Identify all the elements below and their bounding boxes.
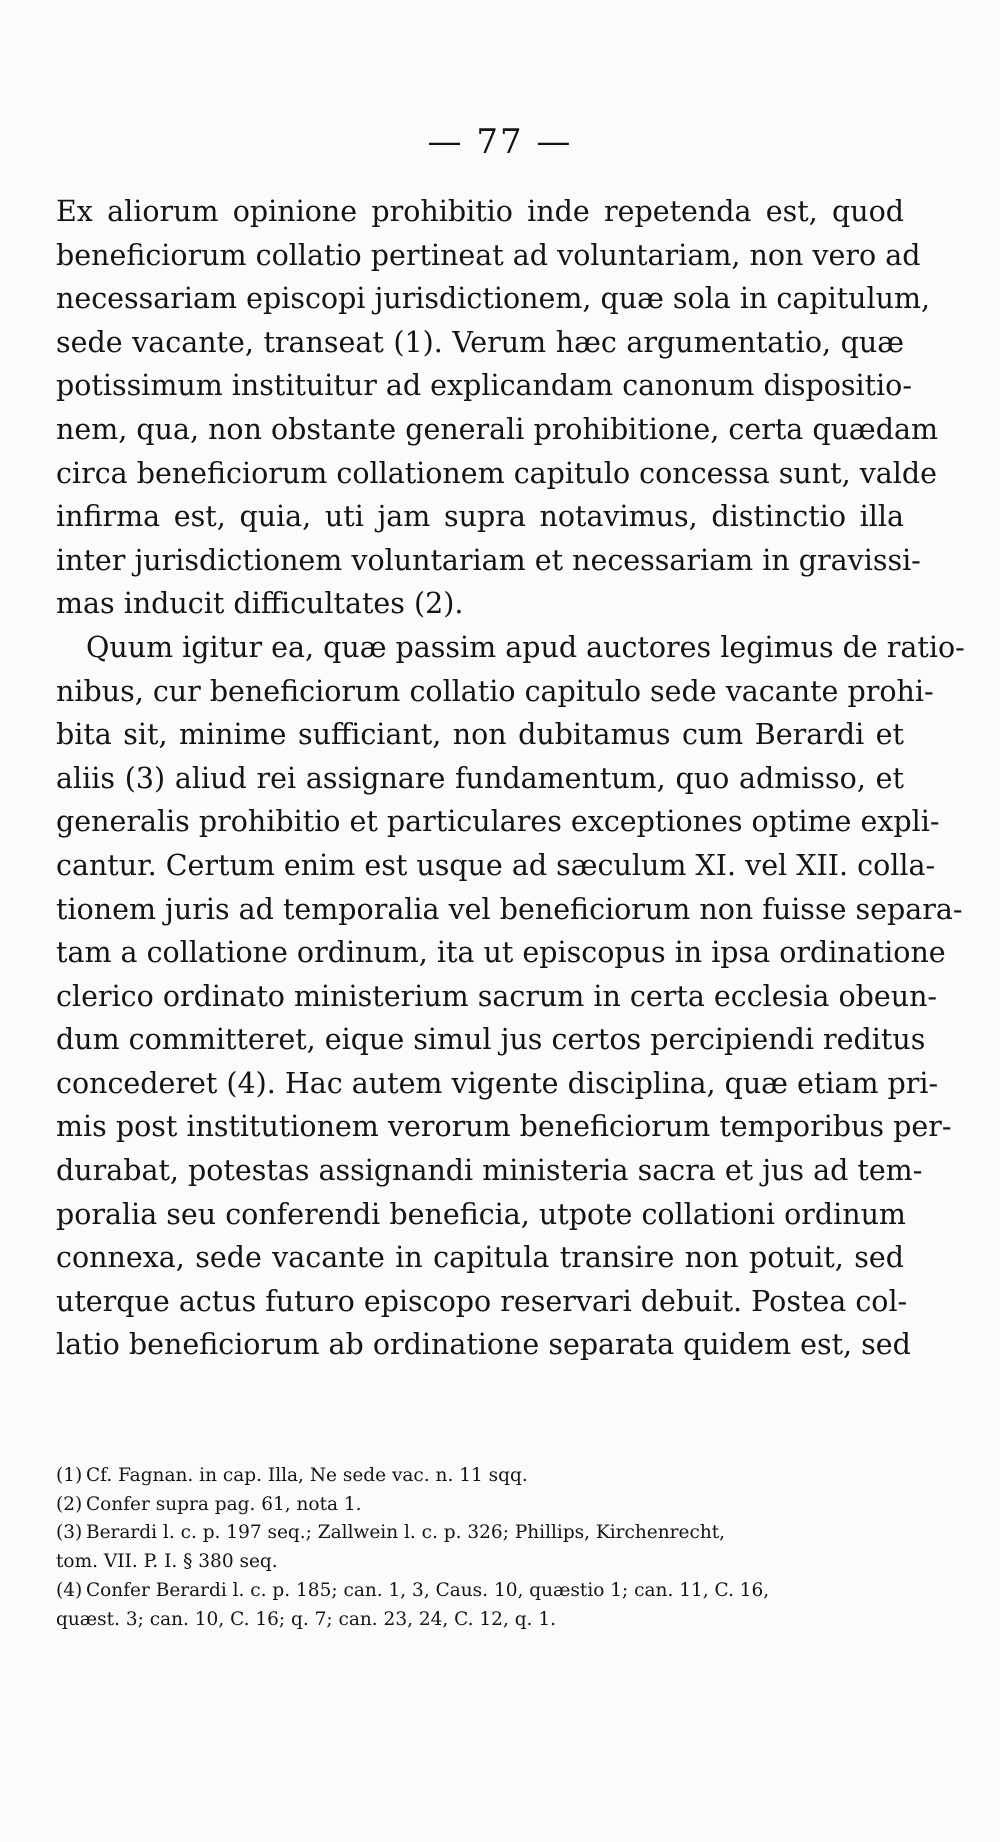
footnote-number: (2) xyxy=(56,1493,83,1515)
text-line: connexa, sede vacante in capitula transire non potuit, sed xyxy=(56,1241,904,1275)
page-number: — 77 — xyxy=(427,122,573,162)
text-line: clerico ordinato ministerium sacrum in certa ecclesia obeun- xyxy=(56,979,938,1013)
text-line: tam a collatione ordinum, ita ut episcopus in ipsa ordinatione xyxy=(56,936,946,970)
text-line: sede vacante, transeat (1). Verum hæc argumentatio, quæ xyxy=(56,325,904,359)
footnote-text: quæst. 3; can. 10, C. 16; q. 7; can. 23, 24, C. 12, q. 1. xyxy=(56,1608,556,1630)
text-line: potissimum instituitur ad explicandam canonum dispositio- xyxy=(56,369,912,403)
text-line: concederet (4). Hac autem vigente disciplina, quæ etiam pri- xyxy=(56,1066,939,1100)
footnote-number: (3) xyxy=(56,1522,83,1544)
text-line: Ex aliorum opinione prohibitio inde repetenda est, quod xyxy=(56,195,904,228)
text-line: nibus, cur beneficiorum collatio capitulo sede vacante prohi- xyxy=(56,674,934,708)
footnote-number: (4) xyxy=(56,1579,83,1601)
text-line: infirma est, quia, uti jam supra notavimus, distinctio illa xyxy=(56,500,904,534)
footnotes xyxy=(56,1462,904,1634)
text-line: generalis prohibitio et particulares exceptiones optime expli- xyxy=(56,805,940,839)
text-line: mis post institutionem verorum beneficiorum temporibus per- xyxy=(56,1110,952,1144)
text-line: aliis (3) aliud rei assignare fundamentum, quo admisso, et xyxy=(56,761,904,795)
footnote-number: (1) xyxy=(56,1465,83,1486)
paragraph-2 xyxy=(56,626,965,1367)
paragraph-1 xyxy=(56,190,938,626)
text-line: mas inducit difficultates (2). xyxy=(56,587,464,621)
text-line: tionem juris ad temporalia vel beneficiorum non fuisse separa- xyxy=(56,892,963,926)
text-line: cantur. Certum enim est usque ad sæculum XI. vel XII. colla- xyxy=(56,848,936,882)
text-line: dum committeret, eique simul jus certos percipiendi reditus xyxy=(56,1023,926,1057)
text-line: beneficiorum collatio pertineat ad voluntariam, non vero ad xyxy=(56,238,921,272)
footnote-3 xyxy=(56,1519,904,1576)
text-line: uterque actus futuro episcopo reservari debuit. Postea col- xyxy=(56,1284,908,1318)
footnote-text: Berardi l. c. p. 197 seq.; Zallwein l. c. p. 326; Phillips, Kirchenrecht, xyxy=(86,1522,726,1544)
text-line: necessariam episcopi jurisdictionem, quæ sola in capitulum, xyxy=(56,282,931,316)
footnote-2 xyxy=(56,1491,904,1520)
text-line: inter jurisdictionem voluntariam et necessariam in gravissi- xyxy=(56,543,921,577)
footnote-text: Cf. Fagnan. in cap. Illa, Ne sede vac. n. 11 sqq. xyxy=(86,1465,528,1486)
footnote-4 xyxy=(56,1577,904,1634)
footnote-text: tom. VII. P. I. § 380 seq. xyxy=(56,1551,278,1573)
footnote-1 xyxy=(56,1462,904,1491)
text-line: Quum igitur ea, quæ passim apud auctores legimus de ratio- xyxy=(86,630,965,664)
main-text xyxy=(56,190,965,1367)
text-line: circa beneficiorum collationem capitulo concessa sunt, valde xyxy=(56,456,938,490)
text-line: durabat, potestas assignandi ministeria sacra et jus ad tem- xyxy=(56,1154,923,1188)
text-line: poralia seu conferendi beneficia, utpote collationi ordinum xyxy=(56,1197,906,1231)
text-line: latio beneficiorum ab ordinatione separata quidem est, sed xyxy=(56,1328,911,1362)
footnote-text: Confer Berardi l. c. p. 185; can. 1, 3, Caus. 10, quæstio 1; can. 11, C. 16, xyxy=(86,1579,770,1601)
text-line: bita sit, minime sufficiant, non dubitamus cum Berardi et xyxy=(56,718,904,752)
text-line: nem, qua, non obstante generali prohibitione, certa quædam xyxy=(56,412,938,446)
footnote-text: Confer supra pag. 61, nota 1. xyxy=(86,1493,362,1515)
